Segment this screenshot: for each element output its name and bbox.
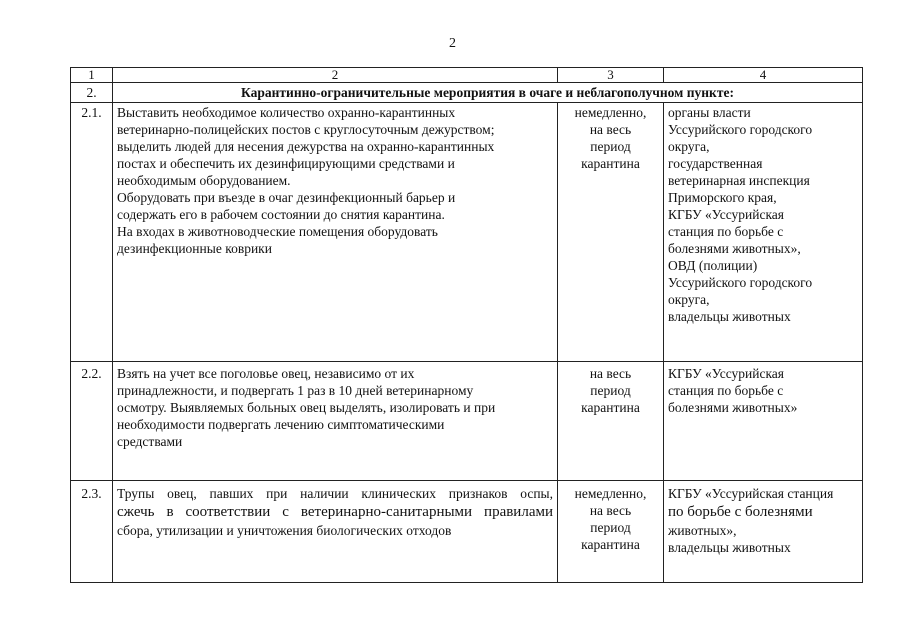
text-line: необходимости подвергать лечению симптоматическими: [117, 417, 445, 432]
row-number: 2.3.: [71, 481, 113, 583]
responsible-line: округа,: [668, 139, 710, 154]
header-cell-1: 1: [71, 68, 113, 83]
text-line: постах и обеспечить их дезинфицирующими средствами и: [117, 156, 455, 171]
term-line: карантина: [581, 156, 640, 171]
section-number: 2.: [71, 83, 113, 103]
term-line: на весь: [589, 122, 632, 137]
responsible-line: органы власти: [668, 105, 751, 120]
table-row: [71, 481, 863, 583]
text-line: Выставить необходимое количество охранно-карантинных: [117, 105, 456, 120]
responsible-cell: [664, 103, 863, 362]
term-line: на весь: [589, 366, 632, 381]
responsible-line: станция по борьбе с: [668, 383, 784, 398]
section-row: [71, 83, 863, 103]
table-header-row: [71, 68, 863, 83]
measure-text: [113, 103, 558, 362]
header-cell-3: 3: [558, 68, 664, 83]
term-cell: [558, 362, 664, 481]
responsible-line: владельцы животных: [668, 309, 791, 324]
responsible-line: станция по борьбе с: [668, 224, 784, 239]
term-line: на весь: [589, 503, 632, 518]
text-line: сбора, утилизации и уничтожения биологических отходов: [117, 523, 452, 538]
text-line: выделить людей для несения дежурства на охранно-карантинных: [117, 139, 495, 154]
term-line: период: [590, 520, 631, 535]
responsible-line: ОВД (полиции): [668, 258, 758, 273]
term-cell: [558, 481, 664, 583]
text-line: Взять на учет все поголовье овец, независимо от их: [117, 366, 415, 381]
section-title: Карантинно-ограничительные мероприятия в очаге и неблагополучном пункте:: [113, 83, 863, 103]
text-line: содержать его в рабочем состоянии до снятия карантина.: [117, 207, 445, 222]
table-row: [71, 362, 863, 481]
text-line: ветеринарно-полицейских постов с круглосуточным дежурством;: [117, 122, 495, 137]
term-line: карантина: [581, 400, 640, 415]
text-line: На входах в животноводческие помещения оборудовать: [117, 224, 438, 239]
responsible-line: округа,: [668, 292, 710, 307]
term-line: немедленно,: [574, 486, 647, 501]
page-number: 2: [449, 36, 456, 51]
term-line: период: [590, 383, 631, 398]
term-line: карантина: [581, 537, 640, 552]
header-cell-2: 2: [113, 68, 558, 83]
text-line: осмотру. Выявляемых больных овец выделять, изолировать и при: [117, 400, 496, 415]
measures-table: [70, 67, 863, 583]
header-cell-4: 4: [664, 68, 863, 83]
responsible-line: ветеринарная инспекция: [668, 173, 810, 188]
text-line: необходимым оборудованием.: [117, 173, 291, 188]
text-line: Оборудовать при въезде в очаг дезинфекционный барьер и: [117, 190, 456, 205]
row-number: 2.2.: [71, 362, 113, 481]
responsible-line: по борьбе с болезнями: [668, 504, 813, 520]
responsible-line: Уссурийского городского: [668, 122, 813, 137]
responsible-cell: [664, 362, 863, 481]
responsible-line: КГБУ «Уссурийская: [668, 207, 785, 222]
responsible-line: Приморского края,: [668, 190, 777, 205]
term-line: период: [590, 139, 631, 154]
responsible-line: животных»,: [668, 523, 737, 538]
responsible-line: болезнями животных»: [668, 400, 798, 415]
text-line: средствами: [117, 434, 183, 449]
term-cell: [558, 103, 664, 362]
text-line: принадлежности, и подвергать 1 раз в 10 дней ветеринарному: [117, 383, 474, 398]
responsible-line: владельцы животных: [668, 540, 791, 555]
text-line: дезинфекционные коврики: [117, 241, 272, 256]
table-row: [71, 103, 863, 362]
responsible-line: государственная: [668, 156, 763, 171]
responsible-line: Уссурийского городского: [668, 275, 813, 290]
measure-text: [113, 481, 558, 583]
responsible-line: болезнями животных»,: [668, 241, 801, 256]
responsible-line: КГБУ «Уссурийская станция: [668, 486, 834, 501]
measure-text: [113, 362, 558, 481]
text-line: Трупы овец, павших при наличии клинических признаков оспы,: [117, 486, 553, 501]
row-number: 2.1.: [71, 103, 113, 362]
responsible-line: КГБУ «Уссурийская: [668, 366, 785, 381]
text-line: сжечь в соответствии с ветеринарно-санитарными правилами: [117, 504, 553, 520]
term-line: немедленно,: [574, 105, 647, 120]
responsible-cell: [664, 481, 863, 583]
